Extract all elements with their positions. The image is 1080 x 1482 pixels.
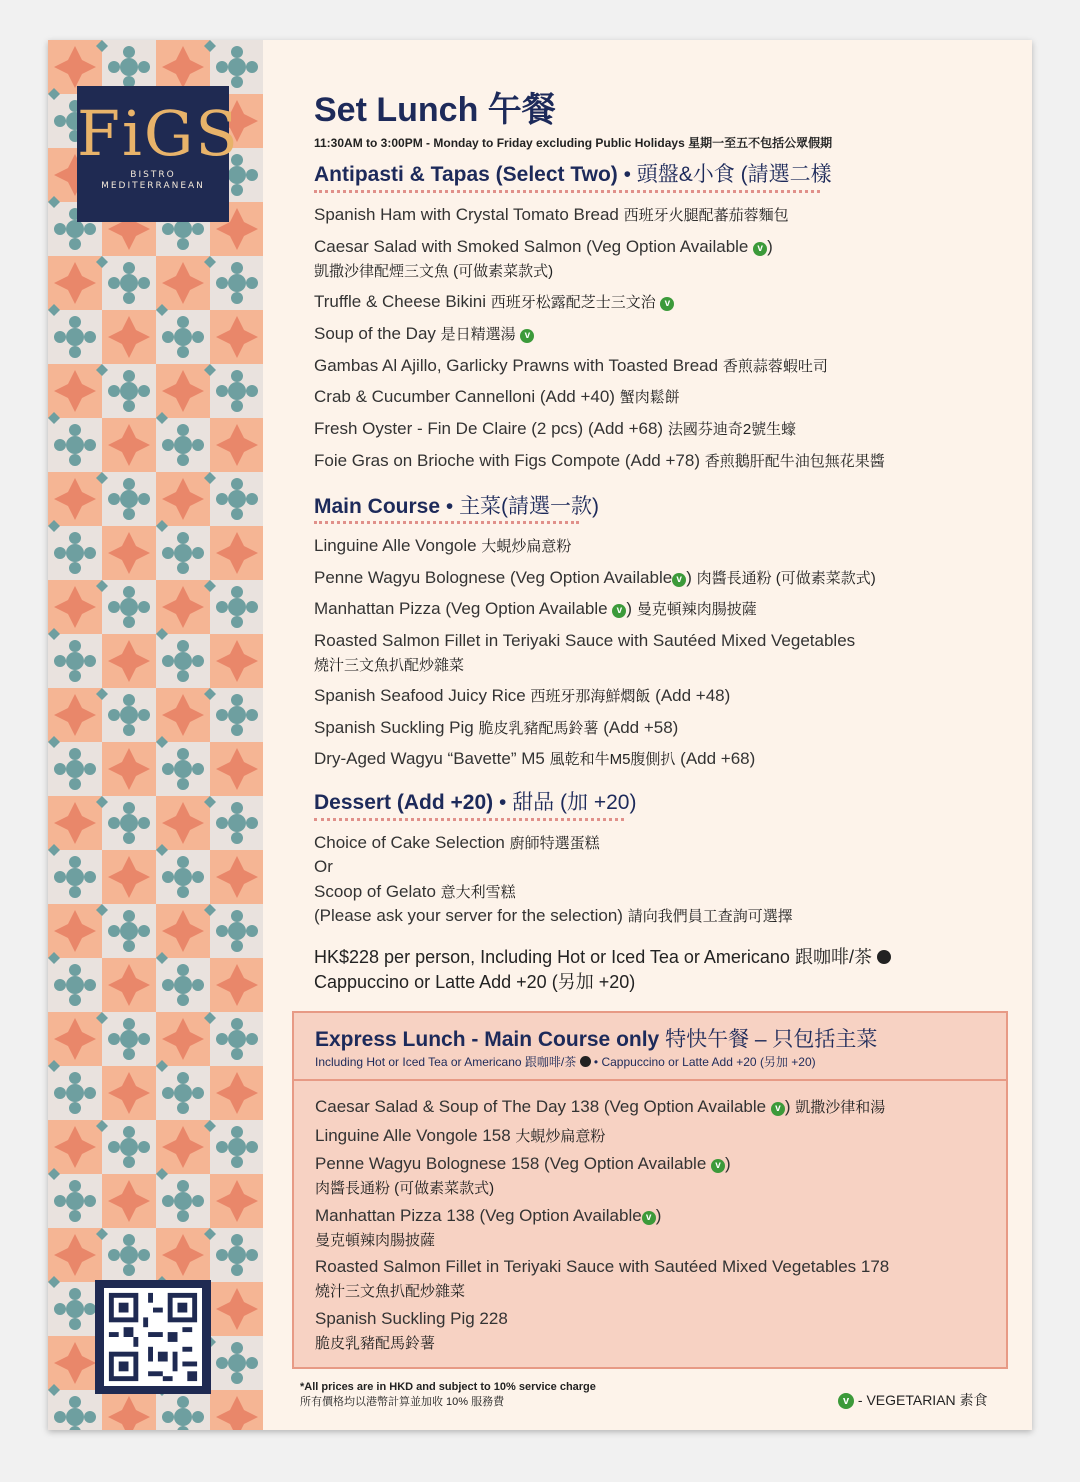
menu-item: Scoop of Gelato 意大利雪糕 — [314, 882, 516, 901]
leaf-v-icon: v — [612, 604, 626, 618]
coffee-bean-icon — [580, 1056, 591, 1067]
menu-item: Manhattan Pizza (Veg Option Available v ) 曼克頓辣肉腸披薩 — [314, 599, 757, 618]
dessert-heading-zh: 甜品 (加 +20) — [512, 791, 637, 814]
menu-item: Fresh Oyster - Fin De Claire (2 pcs) (Add +68) 法國芬迪奇2號生蠔 — [314, 419, 797, 438]
leaf-v-icon: v — [642, 1211, 656, 1225]
price-footnote: *All prices are in HKD and subject to 10% service charge 所有價格均以港幣計算並加收 10% 服務費 — [300, 1381, 596, 1408]
leaf-v-icon: v — [520, 329, 534, 343]
menu-page — [48, 40, 1032, 1430]
menu-item: Penne Wagyu Bolognese (Veg Option Available v ) 肉醬長通粉 (可做素菜款式) — [314, 568, 876, 587]
leaf-v-icon: v — [660, 297, 674, 311]
express-lunch-box — [292, 1011, 1008, 1369]
menu-item: Choice of Cake Selection 廚師特選蛋糕 — [314, 833, 600, 852]
menu-item: Penne Wagyu Bolognese 158 (Veg Option Available v ) 肉醬長通粉 (可做素菜款式) — [315, 1154, 731, 1197]
menu-item: Roasted Salmon Fillet in Teriyaki Sauce with Sautéed Mixed Vegetables 178 燒汁三文魚扒配炒雜菜 — [315, 1257, 890, 1300]
page-title: Set Lunch 午餐 — [314, 91, 556, 129]
leaf-v-icon: v — [753, 242, 767, 256]
menu-item: Spanish Suckling Pig 脆皮乳豬配馬鈴薯 (Add +58) — [314, 718, 679, 737]
menu-item: Linguine Alle Vongole 大蜆炒扁意粉 — [314, 536, 572, 555]
menu-item: Truffle & Cheese Bikini 西班牙松露配芝士三文治 v — [314, 290, 674, 315]
menu-item: Dry-Aged Wagyu “Bavette” M5 風乾和牛M5腹側扒 (Add +68) — [314, 749, 756, 768]
express-subtitle: Including Hot or Iced Tea or Americano 跟咖啡/茶 • Cappuccino or Latte Add +20 (另加 +20) — [315, 1055, 816, 1069]
express-title: Express Lunch - Main Course only 特快午餐 – 只包括主菜 — [315, 1028, 878, 1051]
leaf-v-icon: v — [838, 1393, 854, 1409]
section-divider — [314, 521, 579, 524]
coffee-bean-icon — [877, 950, 891, 964]
menu-item: Crab & Cucumber Cannelloni (Add +40) 蟹肉鬆餅 — [314, 387, 680, 406]
menu-item: Or — [314, 857, 333, 876]
menu-item: Manhattan Pizza 138 (Veg Option Available v ) 曼克頓辣肉腸披薩 — [315, 1206, 662, 1249]
main-heading-zh: 主菜(請選一款) — [459, 495, 600, 518]
menu-item: (Please ask your server for the selection) 請向我們員工查詢可選擇 — [314, 906, 793, 925]
menu-item: Linguine Alle Vongole 158 大蜆炒扁意粉 — [315, 1126, 606, 1145]
menu-item: Caesar Salad & Soup of The Day 138 (Veg Option Available v ) 凱撒沙律和湯 — [315, 1097, 886, 1116]
logo-line2: MEDITERRANEAN — [101, 181, 205, 191]
menu-item: Roasted Salmon Fillet in Teriyaki Sauce with Sautéed Mixed Vegetables 燒汁三文魚扒配炒雜菜 — [314, 631, 856, 674]
menu-item: Soup of the Day 是日精選湯 v — [314, 322, 534, 347]
section-divider — [314, 818, 624, 821]
leaf-v-icon: v — [771, 1102, 785, 1116]
section-antipasti-heading: Antipasti & Tapas (Select Two) • 頭盤&小食 (請選二樣 — [314, 163, 832, 186]
figs-logo — [77, 86, 240, 222]
menu-item: Spanish Ham with Crystal Tomato Bread 西班牙火腿配蕃茄蓉麵包 — [314, 205, 789, 224]
leaf-v-icon: v — [711, 1159, 725, 1173]
main-heading-en: Main Course — [314, 495, 441, 518]
menu-item: Foie Gras on Brioche with Figs Compote (Add +78) 香煎鵝肝配牛油包無花果醬 — [314, 451, 885, 470]
antipasti-heading-zh: 頭盤&小食 (請選二樣 — [636, 163, 832, 186]
qr-code-graphic — [103, 1288, 203, 1386]
section-main-heading: Main Course • 主菜(請選一款) — [314, 495, 600, 518]
tile-pattern — [48, 40, 263, 1430]
dessert-heading-en: Dessert (Add +20) — [314, 791, 494, 814]
menu-item: Caesar Salad with Smoked Salmon (Veg Option Available v ) 凱撒沙律配煙三文魚 (可做素菜款式) — [314, 237, 773, 280]
decorative-tile-column — [48, 40, 263, 1430]
logo-line1: BISTRO — [130, 170, 176, 180]
qr-code-icon[interactable] — [95, 1280, 211, 1394]
section-dessert-heading: Dessert (Add +20) • 甜品 (加 +20) — [314, 791, 637, 814]
antipasti-heading-en: Antipasti & Tapas (Select Two) — [314, 163, 618, 186]
menu-item: Spanish Seafood Juicy Rice 西班牙那海鮮燜飯 (Add +48) — [314, 686, 731, 705]
express-header — [294, 1013, 1006, 1081]
vegetarian-key: v - VEGETARIAN 素食 — [838, 1390, 988, 1410]
lunch-hours: 11:30AM to 3:00PM - Monday to Friday excluding Public Holidays 星期一至五不包括公眾假期 — [314, 136, 833, 150]
menu-item: Spanish Suckling Pig 228 脆皮乳豬配馬鈴薯 — [315, 1309, 508, 1352]
set-price: HK$228 per person, Including Hot or Iced Tea or Americano 跟咖啡/茶 Cappuccino or Latte Add +20 (另加 +20) — [314, 945, 891, 995]
logo-wordmark: FiGS — [77, 97, 240, 170]
leaf-v-icon: v — [672, 573, 686, 587]
menu-item: Gambas Al Ajillo, Garlicky Prawns with Toasted Bread 香煎蒜蓉蝦吐司 — [314, 356, 828, 375]
section-divider — [314, 190, 820, 193]
